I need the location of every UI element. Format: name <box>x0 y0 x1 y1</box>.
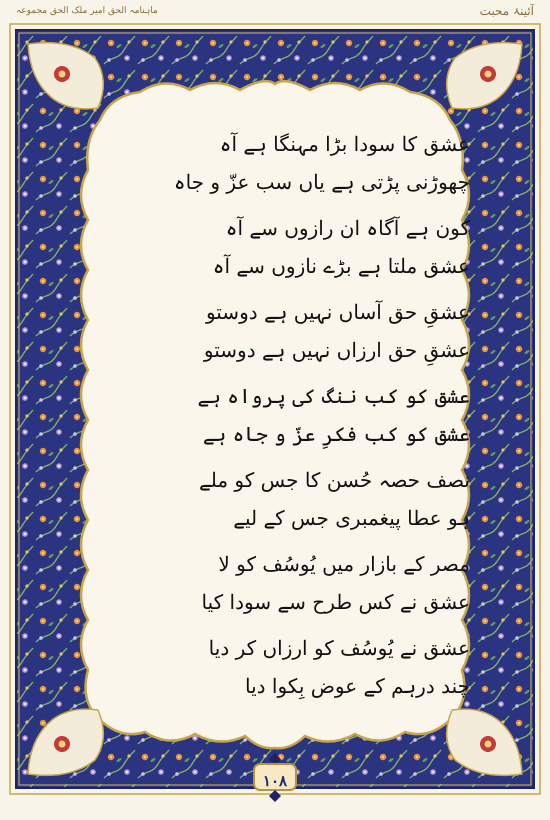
poem-line: عشقِ حق ارزاں نہیں ہے دوستو <box>203 338 470 362</box>
poem-line: ہو عطا پیغمبری جس کے لیے <box>233 506 470 530</box>
poem-body <box>80 120 470 720</box>
poem-line: عشق کا سودا بڑا مہنگا ہے آہ <box>219 132 470 156</box>
poem-line: عشق کو کب فکرِ عزّ و جاہ ہے <box>202 422 470 446</box>
poem-line: عشقِ حق آساں نہیں ہے دوستو <box>205 300 470 324</box>
poem-line: عشق ملتا ہے بڑے نازوں سے آہ <box>212 254 470 278</box>
poem-line: چھوڑنی پڑتی ہے یاں سب عزّ و جاہ <box>173 170 470 194</box>
poem-line: کون ہے آگاہ ان رازوں سے آہ <box>225 216 470 240</box>
page-number: ۱۰۸ <box>262 772 288 790</box>
poem-line: عشق کو کب ننگ کی پرواہ ہے <box>197 384 470 408</box>
poem-line: مصر کے بازار میں یُوسُف کو لا <box>218 552 470 576</box>
poem-line: نصف حصہ حُسن کا جس کو ملے <box>199 468 470 492</box>
poem-line: عشق نے کس طرح سے سودا کیا <box>201 590 470 614</box>
header-title: آئینۂ محبت <box>479 4 534 18</box>
header-left-text: ماہنامہ الحق امیر ملک الحق مجموعہ <box>16 6 158 16</box>
poem-line: عشق نے یُوسُف کو ارزاں کر دیا <box>208 636 470 660</box>
poem-line: چند درہم کے عوض بِکوا دیا <box>244 674 470 698</box>
